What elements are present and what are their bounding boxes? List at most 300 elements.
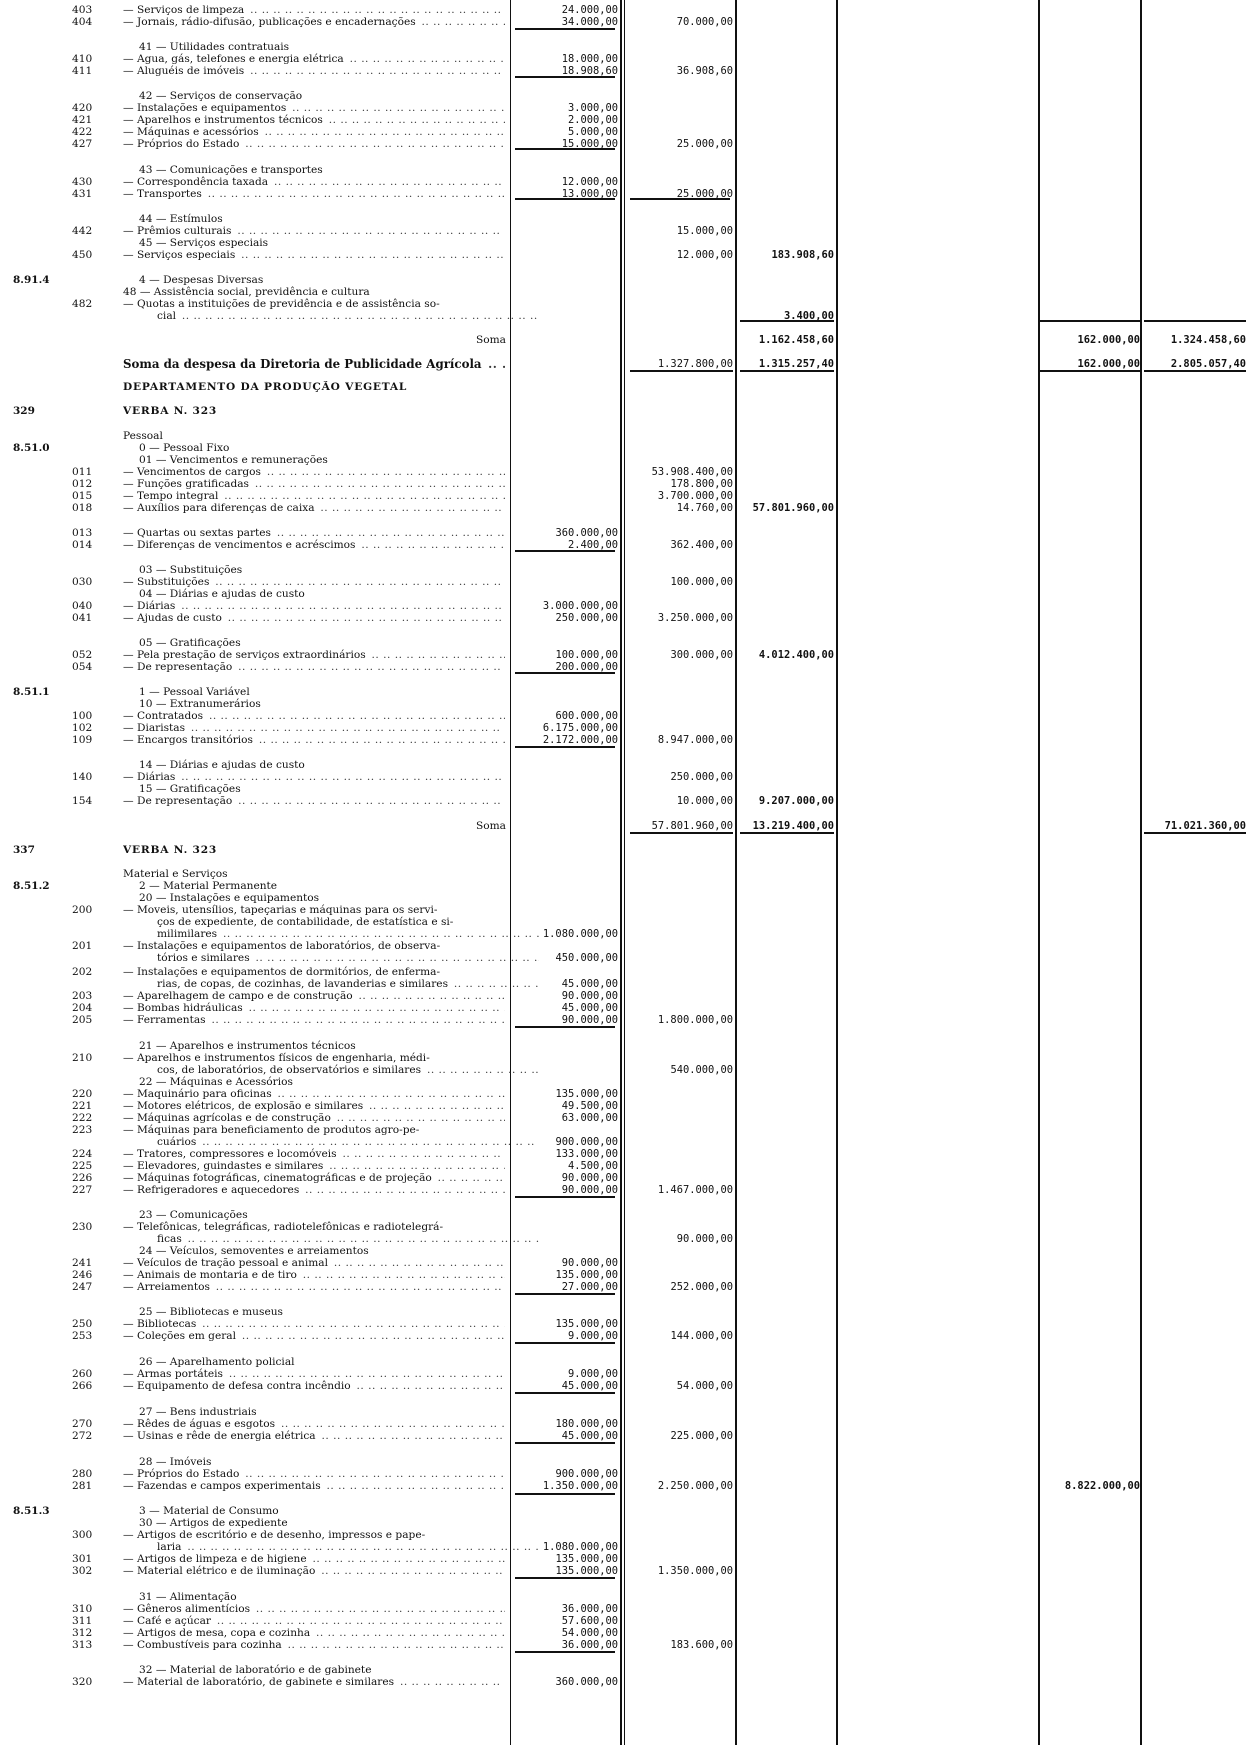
item-number: 205 bbox=[72, 1014, 93, 1026]
table-row bbox=[0, 1517, 1252, 1529]
item-description: — Moveis, utensílios, tapeçarias e máquinas para os servi- bbox=[123, 904, 438, 916]
item-number: 011 bbox=[72, 466, 93, 478]
amount-col-1: 2.400,00 bbox=[567, 539, 618, 551]
table-row bbox=[0, 1076, 1252, 1088]
amount-col-1: 200.000,00 bbox=[555, 661, 618, 673]
amount-col-1: 360.000,00 bbox=[555, 1676, 618, 1688]
item-description: 20 — Instalações e equipamentos bbox=[139, 892, 320, 904]
item-number: 030 bbox=[72, 576, 93, 588]
item-description: — Gêneros alimentícios .. .. bbox=[123, 1603, 505, 1615]
amount-col-6: 8.822.000,00 bbox=[1064, 1480, 1140, 1492]
item-description: 27 — Bens industriais bbox=[139, 1406, 257, 1418]
item-description: 10 — Extranumerários bbox=[139, 698, 261, 710]
item-number: 247 bbox=[72, 1281, 93, 1293]
table-row bbox=[0, 490, 1252, 502]
table-row bbox=[0, 966, 1252, 978]
item-number: 281 bbox=[72, 1480, 93, 1492]
item-number: 241 bbox=[72, 1257, 93, 1269]
item-description: 24 — Veículos, semoventes e arreiamentos bbox=[139, 1245, 369, 1257]
amount-col-1: 36.000,00 bbox=[561, 1603, 618, 1615]
table-row bbox=[0, 564, 1252, 576]
sum-rule bbox=[515, 1577, 615, 1579]
amount-col-1: 1.350.000,00 bbox=[542, 1480, 618, 1492]
table-row bbox=[0, 1627, 1252, 1639]
classification-code: 8.51.0 bbox=[13, 442, 50, 454]
item-description: — Material elétrico e de iluminação .. .. bbox=[123, 1565, 505, 1577]
table-row bbox=[0, 442, 1252, 454]
classification-code: 337 bbox=[13, 844, 35, 856]
item-description: 28 — Imóveis bbox=[139, 1456, 212, 1468]
table-row bbox=[0, 310, 1252, 322]
item-description: — Tratores, compressores e locomóveis .. .. bbox=[123, 1148, 505, 1160]
item-description: 48 — Assistência social, previdência e cultura bbox=[123, 286, 370, 298]
item-description: — Coleções em geral .. .. bbox=[123, 1330, 505, 1342]
table-row bbox=[0, 176, 1252, 188]
table-row bbox=[0, 1040, 1252, 1052]
amount-col-1: 450.000,00 bbox=[555, 952, 618, 964]
table-row bbox=[0, 1233, 1252, 1245]
amount-col-2: 1.327.800,00 bbox=[657, 358, 733, 370]
item-number: 320 bbox=[72, 1676, 93, 1688]
classification-code: 329 bbox=[13, 405, 35, 417]
item-number: 227 bbox=[72, 1184, 93, 1196]
classification-code: 8.51.1 bbox=[13, 686, 50, 698]
item-description: — Serviços especiais .. .. bbox=[123, 249, 505, 261]
item-number: 427 bbox=[72, 138, 93, 150]
table-row bbox=[0, 771, 1252, 783]
amount-col-1: 250.000,00 bbox=[555, 612, 618, 624]
amount-col-2: 178.800,00 bbox=[670, 478, 733, 490]
item-description: — Combustíveis para cozinha .. .. bbox=[123, 1639, 505, 1651]
amount-col-2: 100.000,00 bbox=[670, 576, 733, 588]
table-row bbox=[0, 600, 1252, 612]
table-row bbox=[0, 1136, 1252, 1148]
table-row bbox=[0, 213, 1252, 225]
item-number: 313 bbox=[72, 1639, 93, 1651]
item-description: — Máquinas fotográficas, cinematográficas e de projeção .. .. bbox=[123, 1172, 505, 1184]
table-row bbox=[0, 114, 1252, 126]
item-description: 32 — Material de laboratório e de gabinete bbox=[139, 1664, 372, 1676]
table-row bbox=[0, 952, 1252, 964]
item-description: Material e Serviços bbox=[123, 868, 228, 880]
item-number: 266 bbox=[72, 1380, 93, 1392]
table-row bbox=[0, 734, 1252, 746]
amount-col-1: 135.000,00 bbox=[555, 1553, 618, 1565]
sum-rule bbox=[515, 1392, 615, 1394]
item-number: 154 bbox=[72, 795, 93, 807]
item-description: — Agua, gás, telefones e energia elétrica .. .. bbox=[123, 53, 505, 65]
amount-col-1: 27.000,00 bbox=[561, 1281, 618, 1293]
amount-col-1: 45.000,00 bbox=[561, 978, 618, 990]
item-description: 15 — Gratificações bbox=[139, 783, 241, 795]
item-description: — Instalações e equipamentos .. .. bbox=[123, 102, 505, 114]
table-row bbox=[0, 1052, 1252, 1064]
item-number: 015 bbox=[72, 490, 93, 502]
amount-col-2: 250.000,00 bbox=[670, 771, 733, 783]
item-description: — Aparelhos e instrumentos técnicos .. .. bbox=[123, 114, 505, 126]
item-description: — De representação .. .. bbox=[123, 795, 505, 807]
classification-code: 8.51.3 bbox=[13, 1505, 50, 1517]
table-row bbox=[0, 820, 1252, 832]
amount-col-6: 162.000,00 bbox=[1077, 334, 1140, 346]
item-description: — Pela prestação de serviços extraordinários .. .. bbox=[123, 649, 505, 661]
item-description: — Transportes .. .. bbox=[123, 188, 505, 200]
item-number: 102 bbox=[72, 722, 93, 734]
item-number: 301 bbox=[72, 1553, 93, 1565]
amount-col-1: 3.000,00 bbox=[567, 102, 618, 114]
amount-col-1: 900.000,00 bbox=[555, 1136, 618, 1148]
amount-col-1: 9.000,00 bbox=[567, 1330, 618, 1342]
item-number: 302 bbox=[72, 1565, 93, 1577]
item-description: 43 — Comunicações e transportes bbox=[139, 164, 323, 176]
amount-col-6: 162.000,00 bbox=[1077, 358, 1140, 370]
table-row bbox=[0, 892, 1252, 904]
amount-col-1: 34.000,00 bbox=[561, 16, 618, 28]
table-row bbox=[0, 1430, 1252, 1442]
item-description: — Quartas ou sextas partes .. .. bbox=[123, 527, 505, 539]
table-row bbox=[0, 795, 1252, 807]
amount-col-3: 183.908,60 bbox=[771, 249, 834, 261]
item-description: — Maquinário para oficinas .. .. bbox=[123, 1088, 505, 1100]
item-number: 230 bbox=[72, 1221, 93, 1233]
soma-label: Soma bbox=[476, 334, 506, 346]
item-number: 210 bbox=[72, 1052, 93, 1064]
table-row bbox=[0, 783, 1252, 795]
amount-col-1: 900.000,00 bbox=[555, 1468, 618, 1480]
item-description: — Telefônicas, telegráficas, radiotelefônicas e radiotelegrá- bbox=[123, 1221, 444, 1233]
item-number: 310 bbox=[72, 1603, 93, 1615]
table-row bbox=[0, 844, 1252, 856]
item-description: — Arreiamentos .. .. bbox=[123, 1281, 505, 1293]
item-description: — Máquinas agrícolas e de construção .. .. bbox=[123, 1112, 505, 1124]
sum-rule bbox=[515, 1442, 615, 1444]
amount-col-1: 45.000,00 bbox=[561, 1430, 618, 1442]
item-number: 140 bbox=[72, 771, 93, 783]
item-number: 100 bbox=[72, 710, 93, 722]
item-description: — Refrigeradores e aquecedores .. .. bbox=[123, 1184, 505, 1196]
item-number: 226 bbox=[72, 1172, 93, 1184]
amount-col-1: 600.000,00 bbox=[555, 710, 618, 722]
table-row bbox=[0, 466, 1252, 478]
table-row bbox=[0, 1148, 1252, 1160]
amount-col-1: 13.000,00 bbox=[561, 188, 618, 200]
table-row bbox=[0, 637, 1252, 649]
table-row bbox=[0, 1418, 1252, 1430]
amount-col-2: 12.000,00 bbox=[676, 249, 733, 261]
item-description: — Correspondência taxada .. .. bbox=[123, 176, 505, 188]
amount-col-2: 183.600,00 bbox=[670, 1639, 733, 1651]
item-number: 221 bbox=[72, 1100, 93, 1112]
item-number: 260 bbox=[72, 1368, 93, 1380]
amount-col-1: 360.000,00 bbox=[555, 527, 618, 539]
item-description: 42 — Serviços de conservação bbox=[139, 90, 303, 102]
table-row bbox=[0, 1615, 1252, 1627]
item-number: 430 bbox=[72, 176, 93, 188]
item-number: 220 bbox=[72, 1088, 93, 1100]
item-number: 014 bbox=[72, 539, 93, 551]
table-row bbox=[0, 612, 1252, 624]
amount-col-2: 144.000,00 bbox=[670, 1330, 733, 1342]
item-description: cial .. .. bbox=[157, 310, 539, 322]
table-row bbox=[0, 1209, 1252, 1221]
item-description: — Usinas e rêde de energia elétrica .. .. bbox=[123, 1430, 505, 1442]
item-description: milimilares .. .. bbox=[157, 928, 539, 940]
item-number: 450 bbox=[72, 249, 93, 261]
item-number: 013 bbox=[72, 527, 93, 539]
item-number: 246 bbox=[72, 1269, 93, 1281]
item-description: — Elevadores, guindastes e similares .. .. bbox=[123, 1160, 505, 1172]
item-number: 052 bbox=[72, 649, 93, 661]
table-row bbox=[0, 527, 1252, 539]
amount-col-1: 1.080.000,00 bbox=[542, 928, 618, 940]
amount-col-1: 6.175.000,00 bbox=[542, 722, 618, 734]
table-row bbox=[0, 1639, 1252, 1651]
item-description: tórios e similares .. .. bbox=[157, 952, 539, 964]
table-row bbox=[0, 1541, 1252, 1553]
item-description: — Instalações e equipamentos de laboratórios, de observa- bbox=[123, 940, 441, 952]
table-row bbox=[0, 1505, 1252, 1517]
item-description: — Contratados .. .. bbox=[123, 710, 505, 722]
amount-col-7: 1.324.458,60 bbox=[1170, 334, 1246, 346]
amount-col-2: 54.000,00 bbox=[676, 1380, 733, 1392]
item-description: — Aluguéis de imóveis .. .. bbox=[123, 65, 505, 77]
table-row bbox=[0, 65, 1252, 77]
item-number: 250 bbox=[72, 1318, 93, 1330]
amount-col-7: 71.021.360,00 bbox=[1164, 820, 1246, 832]
item-description: 44 — Estímulos bbox=[139, 213, 223, 225]
amount-col-1: 135.000,00 bbox=[555, 1088, 618, 1100]
item-description: 25 — Bibliotecas e museus bbox=[139, 1306, 283, 1318]
item-number: 410 bbox=[72, 53, 93, 65]
item-description: 22 — Máquinas e Acessórios bbox=[139, 1076, 293, 1088]
table-row bbox=[0, 916, 1252, 928]
soma-label: Soma bbox=[476, 820, 506, 832]
table-row bbox=[0, 1269, 1252, 1281]
item-description: — Artigos de limpeza e de higiene .. .. bbox=[123, 1553, 505, 1565]
table-row bbox=[0, 1064, 1252, 1076]
table-row bbox=[0, 1480, 1252, 1492]
item-number: 411 bbox=[72, 65, 93, 77]
table-row bbox=[0, 1002, 1252, 1014]
table-row bbox=[0, 1368, 1252, 1380]
table-row bbox=[0, 710, 1252, 722]
item-description: — Vencimentos de cargos .. .. bbox=[123, 466, 505, 478]
amount-col-1: 18.000,00 bbox=[561, 53, 618, 65]
amount-col-1: 135.000,00 bbox=[555, 1565, 618, 1577]
item-description: — Ferramentas .. .. bbox=[123, 1014, 505, 1026]
item-description: — Tempo integral .. .. bbox=[123, 490, 505, 502]
table-row bbox=[0, 334, 1252, 346]
table-row bbox=[0, 880, 1252, 892]
amount-col-2: 14.760,00 bbox=[676, 502, 733, 514]
item-description: — Próprios do Estado .. .. bbox=[123, 138, 505, 150]
item-description: 01 — Vencimentos e remunerações bbox=[139, 454, 328, 466]
item-number: 201 bbox=[72, 940, 93, 952]
item-description: — Artigos de mesa, copa e cozinha .. .. bbox=[123, 1627, 505, 1639]
amount-col-1: 54.000,00 bbox=[561, 1627, 618, 1639]
table-row bbox=[0, 1330, 1252, 1342]
table-row bbox=[0, 405, 1252, 417]
sum-rule bbox=[515, 1196, 615, 1198]
amount-col-1: 4.500,00 bbox=[567, 1160, 618, 1172]
amount-col-1: 63.000,00 bbox=[561, 1112, 618, 1124]
item-number: 280 bbox=[72, 1468, 93, 1480]
item-description: — Aparelhos e instrumentos físicos de engenharia, médi- bbox=[123, 1052, 430, 1064]
table-row bbox=[0, 1318, 1252, 1330]
amount-col-2: 25.000,00 bbox=[676, 138, 733, 150]
item-description: — Aparelhagem de campo e de construção .. .. bbox=[123, 990, 505, 1002]
amount-col-2: 70.000,00 bbox=[676, 16, 733, 28]
item-description: 03 — Substituições bbox=[139, 564, 243, 576]
table-row bbox=[0, 759, 1252, 771]
amount-col-2: 252.000,00 bbox=[670, 1281, 733, 1293]
table-row bbox=[0, 1257, 1252, 1269]
table-row bbox=[0, 502, 1252, 514]
amount-col-1: 18.908,60 bbox=[561, 65, 618, 77]
amount-col-1: 133.000,00 bbox=[555, 1148, 618, 1160]
item-number: 312 bbox=[72, 1627, 93, 1639]
item-number: 253 bbox=[72, 1330, 93, 1342]
table-row bbox=[0, 225, 1252, 237]
item-description: DEPARTAMENTO DA PRODUÇÃO VEGETAL bbox=[123, 381, 408, 393]
table-row bbox=[0, 1468, 1252, 1480]
item-description: 4 — Despesas Diversas bbox=[139, 274, 264, 286]
table-row bbox=[0, 430, 1252, 442]
amount-col-1: 135.000,00 bbox=[555, 1269, 618, 1281]
item-description: 26 — Aparelhamento policial bbox=[139, 1356, 295, 1368]
table-row bbox=[0, 1124, 1252, 1136]
amount-col-2: 362.400,00 bbox=[670, 539, 733, 551]
table-row bbox=[0, 1591, 1252, 1603]
item-number: 404 bbox=[72, 16, 93, 28]
item-description: — Quotas a instituições de previdência e de assistência so- bbox=[123, 298, 440, 310]
amount-col-1: 2.172.000,00 bbox=[542, 734, 618, 746]
item-description: — Artigos de escritório e de desenho, impressos e pape- bbox=[123, 1529, 426, 1541]
item-description: — De representação .. .. bbox=[123, 661, 505, 673]
table-row bbox=[0, 4, 1252, 16]
item-description: — Encargos transitórios .. .. bbox=[123, 734, 505, 746]
amount-col-2: 90.000,00 bbox=[676, 1233, 733, 1245]
item-description: — Máquinas para beneficiamento de produtos agro-pe- bbox=[123, 1124, 420, 1136]
amount-col-1: 90.000,00 bbox=[561, 1184, 618, 1196]
item-description: ficas .. .. bbox=[157, 1233, 539, 1245]
item-number: 054 bbox=[72, 661, 93, 673]
table-row bbox=[0, 188, 1252, 200]
item-description: 2 — Material Permanente bbox=[139, 880, 278, 892]
item-description: cuários .. .. bbox=[157, 1136, 539, 1148]
table-row bbox=[0, 1245, 1252, 1257]
amount-col-3: 3.400,00 bbox=[783, 310, 834, 322]
table-row bbox=[0, 1221, 1252, 1233]
table-row bbox=[0, 661, 1252, 673]
amount-col-1: 15.000,00 bbox=[561, 138, 618, 150]
sum-rule bbox=[740, 832, 834, 834]
item-description: — Material de laboratório, de gabinete e similares .. .. bbox=[123, 1676, 505, 1688]
item-number: 040 bbox=[72, 600, 93, 612]
table-row bbox=[0, 1184, 1252, 1196]
table-row bbox=[0, 298, 1252, 310]
sum-rule bbox=[515, 746, 615, 748]
table-row bbox=[0, 576, 1252, 588]
amount-col-2: 8.947.000,00 bbox=[657, 734, 733, 746]
amount-col-2: 1.467.000,00 bbox=[657, 1184, 733, 1196]
item-number: 204 bbox=[72, 1002, 93, 1014]
item-number: 041 bbox=[72, 612, 93, 624]
item-number: 311 bbox=[72, 1615, 93, 1627]
table-row bbox=[0, 138, 1252, 150]
item-description: 05 — Gratificações bbox=[139, 637, 241, 649]
item-description: ços de expediente, de contabilidade, de estatística e si- bbox=[157, 916, 454, 928]
item-number: 422 bbox=[72, 126, 93, 138]
amount-col-1: 1.080.000,00 bbox=[542, 1541, 618, 1553]
item-description: 45 — Serviços especiais bbox=[139, 237, 269, 249]
amount-col-1: 135.000,00 bbox=[555, 1318, 618, 1330]
table-row bbox=[0, 722, 1252, 734]
table-row bbox=[0, 1529, 1252, 1541]
table-row bbox=[0, 539, 1252, 551]
amount-col-2: 15.000,00 bbox=[676, 225, 733, 237]
item-description: 31 — Alimentação bbox=[139, 1591, 237, 1603]
table-row bbox=[0, 249, 1252, 261]
amount-col-1: 90.000,00 bbox=[561, 1257, 618, 1269]
table-row bbox=[0, 237, 1252, 249]
table-row bbox=[0, 102, 1252, 114]
amount-col-1: 45.000,00 bbox=[561, 1002, 618, 1014]
amount-col-1: 45.000,00 bbox=[561, 1380, 618, 1392]
amount-col-1: 2.000,00 bbox=[567, 114, 618, 126]
table-row bbox=[0, 990, 1252, 1002]
item-description: 04 — Diárias e ajudas de custo bbox=[139, 588, 305, 600]
item-number: 272 bbox=[72, 1430, 93, 1442]
item-description: — Diaristas .. .. bbox=[123, 722, 505, 734]
item-number: 109 bbox=[72, 734, 93, 746]
item-description: — Substituições .. .. bbox=[123, 576, 505, 588]
item-description: — Fazendas e campos experimentais .. .. bbox=[123, 1480, 505, 1492]
amount-col-2: 36.908,60 bbox=[676, 65, 733, 77]
table-row bbox=[0, 649, 1252, 661]
item-number: 421 bbox=[72, 114, 93, 126]
item-description: 1 — Pessoal Variável bbox=[139, 686, 250, 698]
table-row bbox=[0, 940, 1252, 952]
amount-col-3: 57.801.960,00 bbox=[752, 502, 834, 514]
table-row bbox=[0, 274, 1252, 286]
table-row bbox=[0, 53, 1252, 65]
table-row bbox=[0, 1281, 1252, 1293]
amount-col-3: 4.012.400,00 bbox=[758, 649, 834, 661]
item-description: Soma da despesa da Diretoria de Publicidade Agrícola .. .. bbox=[123, 357, 505, 371]
table-row bbox=[0, 41, 1252, 53]
amount-col-2: 300.000,00 bbox=[670, 649, 733, 661]
table-row bbox=[0, 357, 1252, 371]
item-description: — Diferenças de vencimentos e acréscimos .. .. bbox=[123, 539, 505, 551]
table-row bbox=[0, 588, 1252, 600]
item-description: — Equipamento de defesa contra incêndio .. .. bbox=[123, 1380, 505, 1392]
amount-col-3: 9.207.000,00 bbox=[758, 795, 834, 807]
item-description: — Bombas hidráulicas .. .. bbox=[123, 1002, 505, 1014]
table-row bbox=[0, 1456, 1252, 1468]
item-description: VERBA N. 323 bbox=[123, 405, 218, 417]
amount-col-1: 24.000,00 bbox=[561, 4, 618, 16]
table-row bbox=[0, 686, 1252, 698]
amount-col-3: 13.219.400,00 bbox=[752, 820, 834, 832]
item-description: — Diárias .. .. bbox=[123, 771, 505, 783]
sum-rule bbox=[630, 832, 733, 834]
item-description: 14 — Diárias e ajudas de custo bbox=[139, 759, 305, 771]
amount-col-1: 5.000,00 bbox=[567, 126, 618, 138]
item-description: — Rêdes de águas e esgotos .. .. bbox=[123, 1418, 505, 1430]
table-row bbox=[0, 381, 1252, 393]
item-description: — Motores elétricos, de explosão e similares .. .. bbox=[123, 1100, 505, 1112]
